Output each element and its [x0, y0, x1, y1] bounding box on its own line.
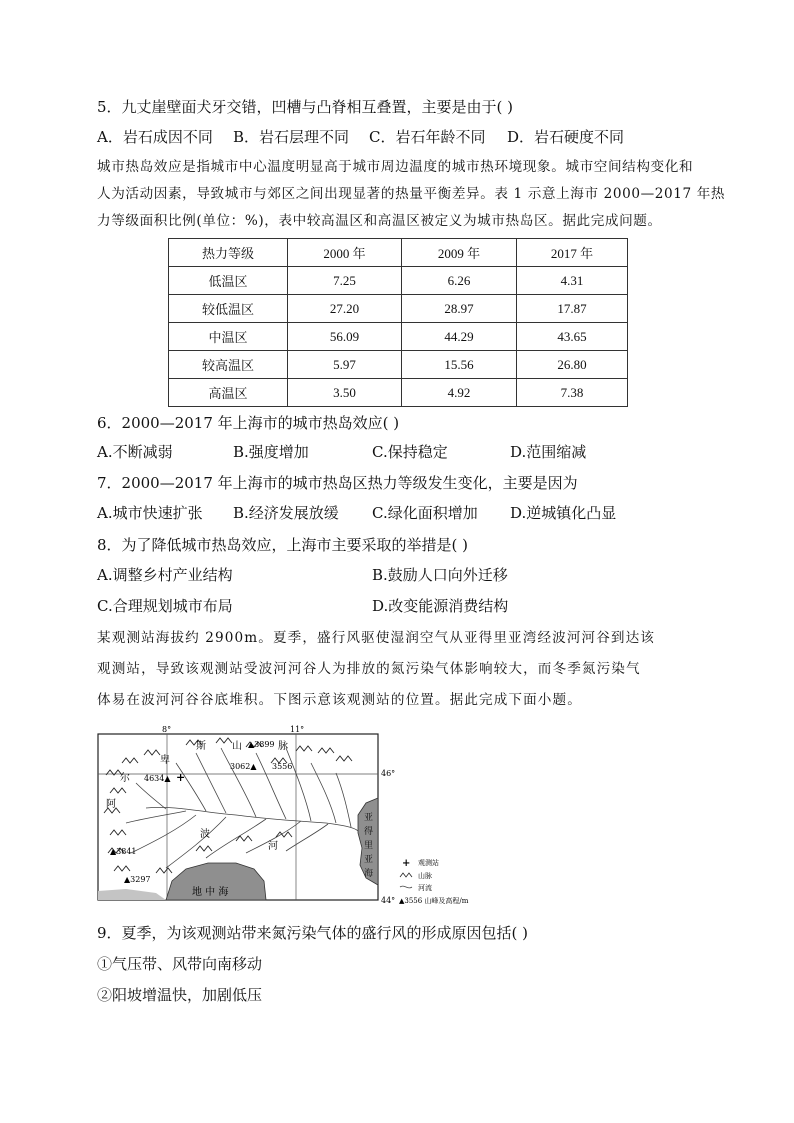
table-cell: 较低温区 — [169, 295, 288, 323]
table-cell: 15.56 — [402, 351, 517, 379]
range-char: 阿 — [106, 799, 116, 810]
passage1-line: 城市热岛效应是指城市中心温度明显高于城市周边温度的城市热环境现象。城市空间结构变化和 — [97, 159, 694, 175]
legend-station-icon: + — [402, 858, 411, 869]
table-header-cell: 2000 年 — [288, 239, 402, 267]
passage1-line: 力等级面积比例(单位：%)，表中较高温区和高温区被定义为城市热岛区。据此完成问题。 — [97, 213, 662, 229]
table-cell: 56.09 — [288, 323, 402, 351]
q8-stem: 8．为了降低城市热岛效应，上海市主要采取的举措是( ) — [97, 536, 469, 554]
peak-elevation: 3556 — [272, 762, 293, 771]
q6-option-c: C.保持稳定 — [372, 443, 448, 461]
sea-char: 得 — [364, 827, 374, 837]
q9-stem: 9．夏季，为该观测站带来氮污染气体的盛行风的形成原因包括( ) — [97, 924, 529, 942]
peak-label: ▲3899 — [248, 740, 275, 749]
table-cell: 17.87 — [517, 295, 628, 323]
sea-char: 亚 — [364, 813, 374, 823]
po-valley-map — [96, 723, 478, 913]
map-legend — [399, 858, 469, 905]
peak-elevation: 3297 — [130, 875, 151, 884]
q6-option-b: B.强度增加 — [233, 443, 309, 461]
station-cross-icon: + — [176, 771, 186, 784]
peak-label: 4634▲ — [144, 774, 171, 783]
table-header-cell: 热力等级 — [169, 239, 288, 267]
peak-elevation: 3899 — [254, 740, 275, 749]
passage2-line: 某观测站海拔约 2900m。夏季，盛行风驱使湿润空气从亚得里亚湾经波河河谷到达该 — [97, 630, 655, 646]
mountain-range-hatching — [104, 738, 352, 873]
q7-option-b: B.经济发展放缓 — [233, 504, 339, 522]
heat-level-table — [168, 238, 628, 407]
q6-option-d: D.范围缩减 — [510, 443, 587, 461]
table-header-cell: 2017 年 — [517, 239, 628, 267]
river-char: 波 — [200, 829, 210, 840]
table-cell: 较高温区 — [169, 351, 288, 379]
q7-option-a: A.城市快速扩张 — [97, 504, 203, 522]
q6-stem: 6．2000—2017 年上海市的城市热岛效应( ) — [97, 414, 400, 432]
table-cell: 中温区 — [169, 323, 288, 351]
range-char: 尔 — [120, 773, 130, 784]
q5-option-a: A．岩石成因不同 — [97, 128, 213, 146]
peak-elevation: 3841 — [116, 847, 137, 856]
q9-item-1: ①气压带、风带向南移动 — [97, 955, 263, 973]
table-row — [169, 379, 628, 407]
q8-option-c: C.合理规划城市布局 — [97, 597, 233, 615]
table-cell: 7.25 — [288, 267, 402, 295]
peak-elevation: 4634 — [144, 774, 165, 783]
q6-option-a: A.不断减弱 — [97, 443, 173, 461]
range-char: 卑 — [160, 755, 170, 766]
range-char: 斯 — [196, 741, 206, 752]
legend-mountain: 山脉 — [418, 872, 432, 880]
table-row — [169, 323, 628, 351]
q7-option-c: C.绿化面积增加 — [372, 504, 478, 522]
legend-river: 河流 — [418, 884, 432, 892]
q8-option-a: A.调整乡村产业结构 — [97, 566, 233, 584]
peak-elevation: 3062 — [230, 762, 251, 771]
table-cell: 4.31 — [517, 267, 628, 295]
ligurian-coast-area — [98, 889, 166, 900]
q9-item-2: ②阳坡增温快，加剧低压 — [97, 986, 263, 1004]
lon-label-11: 11° — [290, 725, 305, 734]
legend-mountain-icon — [400, 873, 412, 877]
sea-char: 里 — [364, 841, 374, 851]
table-cell: 27.20 — [288, 295, 402, 323]
q5-option-d: D．岩石硬度不同 — [507, 128, 625, 146]
table-cell: 4.92 — [402, 379, 517, 407]
sea-char: 亚 — [364, 855, 374, 865]
table-cell: 26.80 — [517, 351, 628, 379]
passage2-line: 体易在波河河谷谷底堆积。下图示意该观测站的位置。据此完成下面小题。 — [97, 692, 582, 708]
sea-char: 海 — [364, 869, 374, 879]
lat-label-44: 44° — [381, 896, 396, 905]
lat-label-46: 46° — [381, 769, 396, 778]
passage1-line: 人为活动因素，导致城市与郊区之间出现显著的热量平衡差异。表 1 示意上海市 2000—2017 年热 — [97, 186, 726, 202]
table-cell: 44.29 — [402, 323, 517, 351]
table-cell: 高温区 — [169, 379, 288, 407]
table-cell: 28.97 — [402, 295, 517, 323]
table-row — [169, 267, 628, 295]
table-cell: 43.65 — [517, 323, 628, 351]
q7-option-d: D.逆城镇化凸显 — [510, 504, 617, 522]
q8-option-b: B.鼓励人口向外迁移 — [372, 566, 508, 584]
lon-label-8: 8° — [162, 725, 172, 734]
table-cell: 6.26 — [402, 267, 517, 295]
table-cell: 5.97 — [288, 351, 402, 379]
range-char: 脉 — [278, 741, 288, 752]
peak-label: ▲3841 — [110, 847, 137, 856]
q5-option-b: B．岩石层理不同 — [233, 128, 350, 146]
legend-river-icon — [400, 886, 412, 888]
table-cell: 低温区 — [169, 267, 288, 295]
table-cell: 7.38 — [517, 379, 628, 407]
peak-label — [272, 762, 292, 771]
range-char: 山 — [232, 741, 242, 752]
table-cell: 3.50 — [288, 379, 402, 407]
legend-station: 观测站 — [418, 859, 439, 867]
q8-option-d: D.改变能源消费结构 — [372, 597, 509, 615]
mediterranean-label: 地 中 海 — [192, 887, 229, 898]
peak-label: ▲3297 — [124, 875, 151, 884]
passage2-line: 观测站，导致该观测站受波河河谷人为排放的氮污染气体影响较大，而冬季氮污染气 — [97, 661, 641, 677]
q5-stem: 5．九丈崖壁面犬牙交错，凹槽与凸脊相互叠置，主要是由于( ) — [97, 98, 514, 116]
table-header-cell: 2009 年 — [402, 239, 517, 267]
peak-label: 3062▲ — [230, 762, 257, 771]
table-row — [169, 351, 628, 379]
river-char: 河 — [268, 841, 278, 852]
q5-option-c: C．岩石年龄不同 — [369, 128, 486, 146]
table-header-row — [169, 239, 628, 267]
legend-peak: ▲3556 山峰及高程/m — [399, 897, 469, 905]
table-row — [169, 295, 628, 323]
q7-stem: 7．2000—2017 年上海市的城市热岛区热力等级发生变化，主要是因为 — [97, 474, 578, 492]
